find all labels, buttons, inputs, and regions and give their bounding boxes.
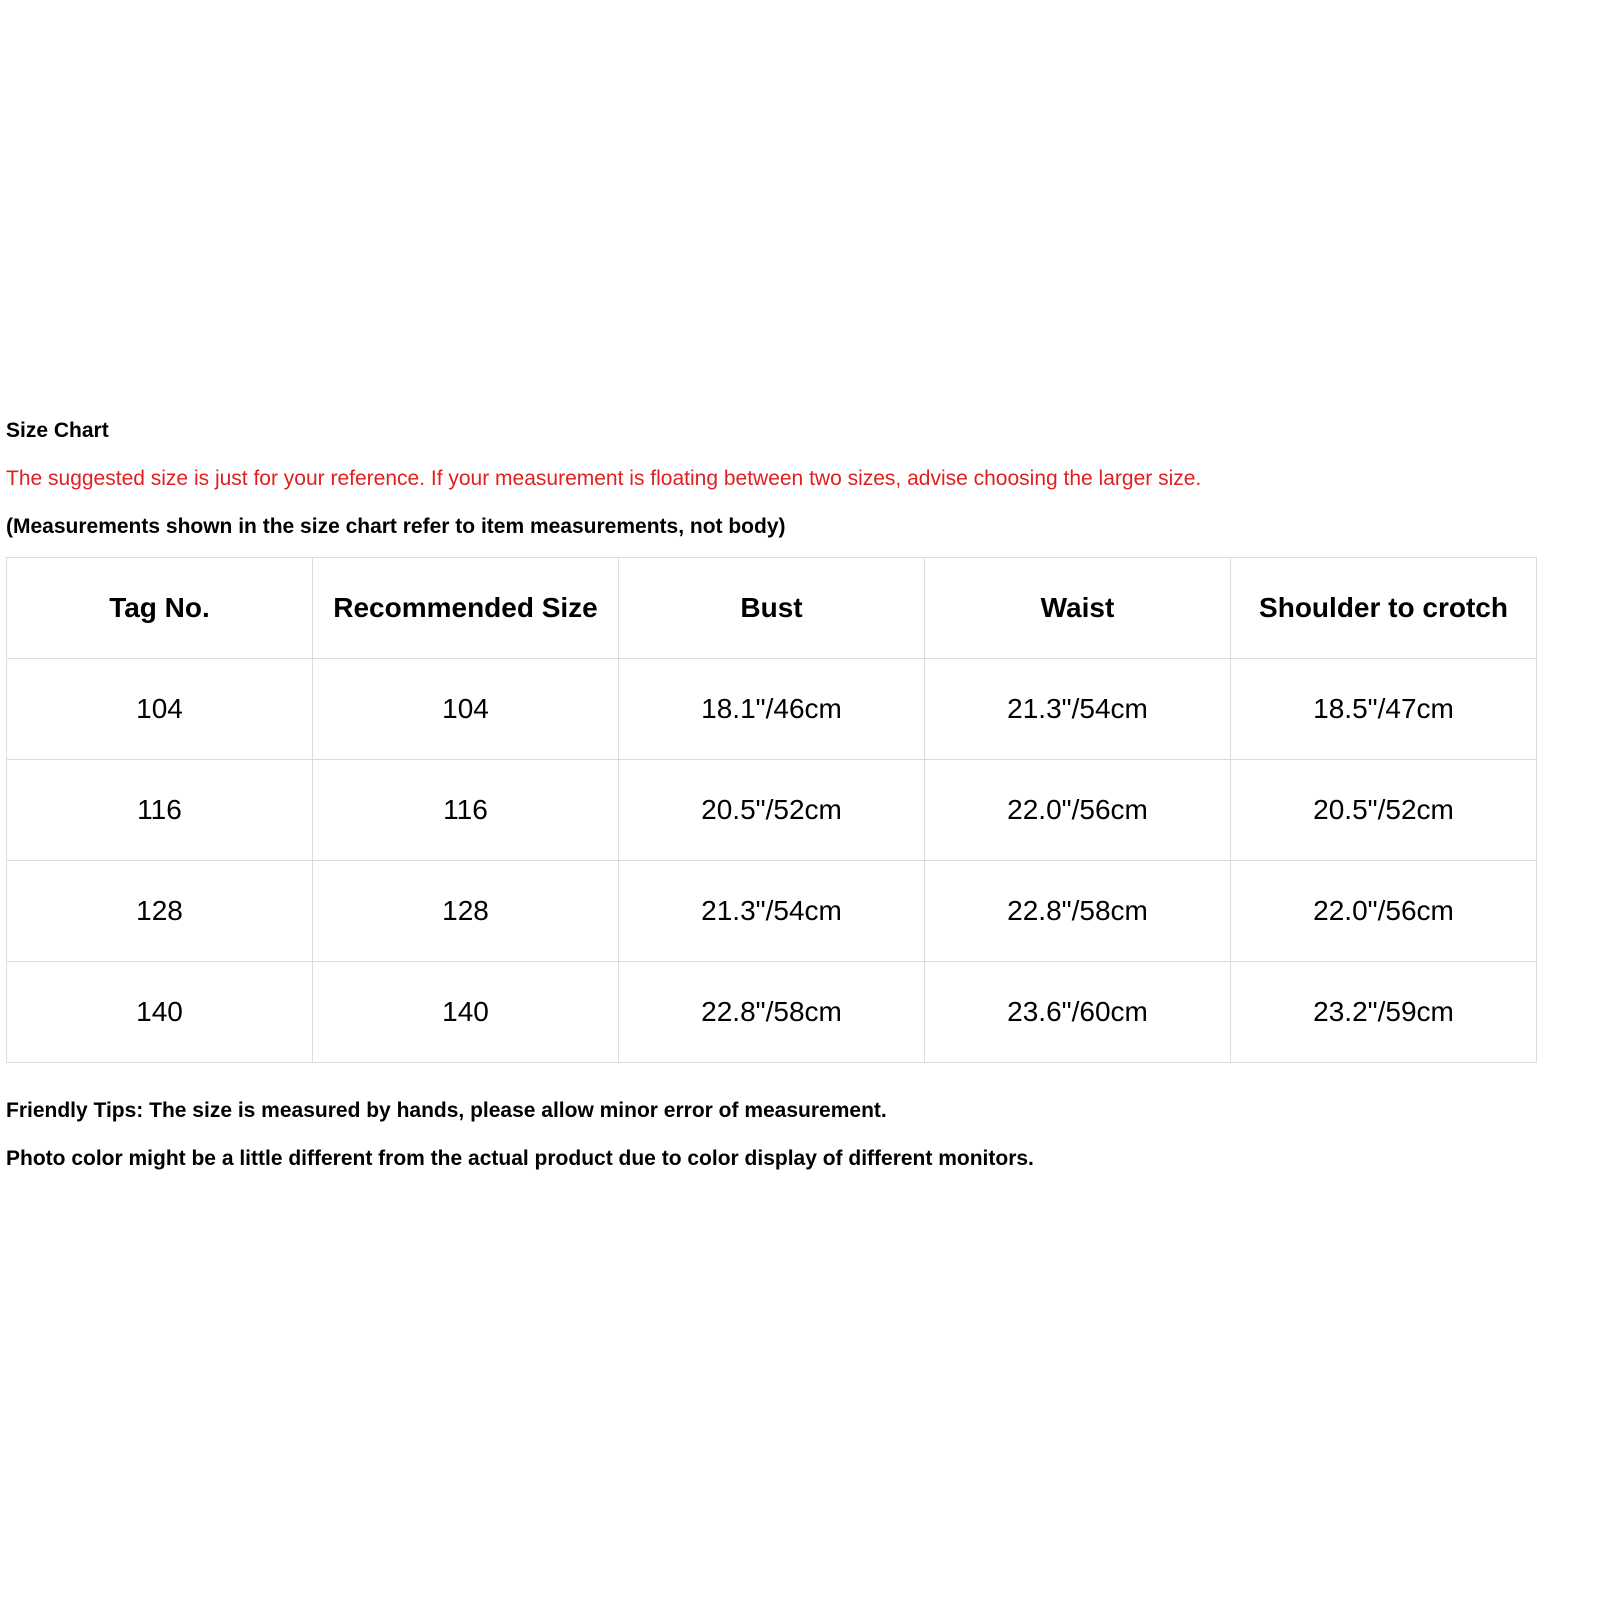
header-recommended-size: Recommended Size xyxy=(313,558,619,659)
table-row xyxy=(7,659,1537,760)
cell-recommended-size: 104 xyxy=(313,659,619,760)
cell-shoulder-to-crotch: 20.5"/52cm xyxy=(1231,760,1537,861)
size-chart-section xyxy=(6,418,1546,1172)
cell-waist: 23.6"/60cm xyxy=(925,962,1231,1063)
cell-waist: 22.0"/56cm xyxy=(925,760,1231,861)
header-waist: Waist xyxy=(925,558,1231,659)
photo-color-note: Photo color might be a little different from the actual product due to color display of different monitors. xyxy=(6,1147,1034,1170)
size-recommendation-notice: The suggested size is just for your reference. If your measurement is floating between two sizes, advise choosing the larger size. xyxy=(6,467,1202,490)
cell-bust: 21.3"/54cm xyxy=(619,861,925,962)
cell-bust: 18.1"/46cm xyxy=(619,659,925,760)
cell-tag-no: 128 xyxy=(7,861,313,962)
table-row xyxy=(7,861,1537,962)
cell-bust: 22.8"/58cm xyxy=(619,962,925,1063)
cell-shoulder-to-crotch: 22.0"/56cm xyxy=(1231,861,1537,962)
cell-bust: 20.5"/52cm xyxy=(619,760,925,861)
cell-tag-no: 116 xyxy=(7,760,313,861)
cell-shoulder-to-crotch: 23.2"/59cm xyxy=(1231,962,1537,1063)
measurement-note: (Measurements shown in the size chart refer to item measurements, not body) xyxy=(6,515,786,538)
cell-waist: 22.8"/58cm xyxy=(925,861,1231,962)
cell-recommended-size: 128 xyxy=(313,861,619,962)
header-tag-no: Tag No. xyxy=(7,558,313,659)
friendly-tips: Friendly Tips: The size is measured by hands, please allow minor error of measurement. xyxy=(6,1099,887,1122)
cell-tag-no: 140 xyxy=(7,962,313,1063)
page-title: Size Chart xyxy=(6,419,109,442)
table-row xyxy=(7,962,1537,1063)
header-bust: Bust xyxy=(619,558,925,659)
table-header-row xyxy=(7,558,1537,659)
cell-recommended-size: 116 xyxy=(313,760,619,861)
cell-tag-no: 104 xyxy=(7,659,313,760)
cell-shoulder-to-crotch: 18.5"/47cm xyxy=(1231,659,1537,760)
table-row xyxy=(7,760,1537,861)
header-shoulder-to-crotch: Shoulder to crotch xyxy=(1231,558,1537,659)
cell-recommended-size: 140 xyxy=(313,962,619,1063)
size-table xyxy=(6,557,1537,1063)
cell-waist: 21.3"/54cm xyxy=(925,659,1231,760)
